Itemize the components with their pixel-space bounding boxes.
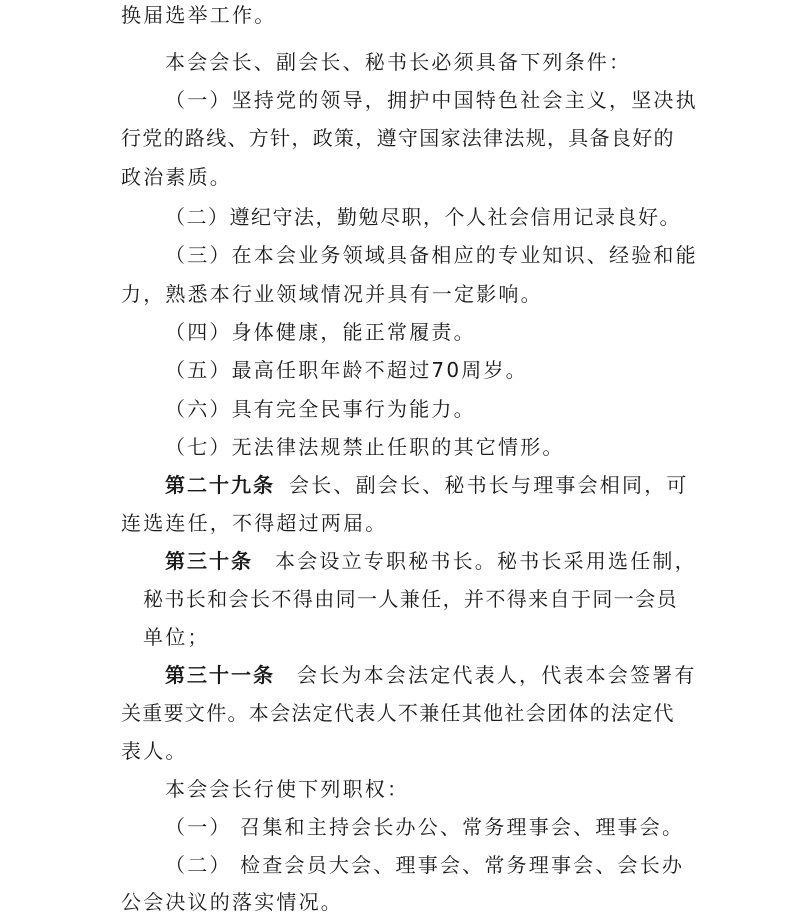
text-line: （一） 召集和主持会长办公、常务理事会、理事会。 xyxy=(165,815,685,839)
text-line: 换届选举工作。 xyxy=(121,3,277,27)
article-31-line xyxy=(165,662,697,688)
text-line: 政治素质。 xyxy=(121,165,232,189)
text-line: 力，熟悉本行业领域情况并具有一定影响。 xyxy=(121,282,543,306)
text-line: 连选连任，不得超过两届。 xyxy=(121,511,388,535)
text-line: （五）最高任职年龄不超过70周岁。 xyxy=(165,358,528,382)
article-30-text: 本会设立专职秘书长。秘书长采用选任制， xyxy=(275,549,697,573)
text-line: （一）坚持党的领导，拥护中国特色社会主义，坚决执 xyxy=(165,88,698,112)
text-line: 行党的路线、方针，政策，遵守国家法律法规，具备良好的 xyxy=(121,126,675,150)
text-line: （二） 检查会员大会、理事会、常务理事会、会长办 xyxy=(165,853,685,877)
article-30-heading: 第三十条 xyxy=(165,549,253,573)
text-line: 公会决议的落实情况。 xyxy=(121,890,343,914)
text-line: （七）无法律法规禁止任职的其它情形。 xyxy=(165,435,565,459)
text-line: 单位； xyxy=(143,625,210,649)
article-29-line xyxy=(165,472,689,498)
article-30-line xyxy=(165,548,697,574)
article-31-heading: 第三十一条 xyxy=(165,663,275,687)
text-line: （六）具有完全民事行为能力。 xyxy=(165,397,476,421)
article-31-text: 会长为本会法定代表人，代表本会签署有 xyxy=(297,663,697,687)
text-line: 本会会长行使下列职权： xyxy=(165,777,410,801)
text-line: （三）在本会业务领域具备相应的专业知识、经验和能 xyxy=(165,243,698,267)
text-line: （二）遵纪守法，勤勉尽职，个人社会信用记录良好。 xyxy=(165,205,681,229)
text-line: 关重要文件。本会法定代表人不兼任其他社会团体的法定代 xyxy=(121,701,675,725)
article-29-text: 会长、副会长、秘书长与理事会相同，可 xyxy=(289,473,689,497)
text-line: 表人。 xyxy=(121,739,188,763)
text-line: 秘书长和会长不得由同一人兼任，并不得来自于同一会员 xyxy=(143,587,678,611)
text-line: 本会会长、副会长、秘书长必须具备下列条件： xyxy=(165,50,632,74)
text-line: （四）身体健康，能正常履责。 xyxy=(165,320,476,344)
article-29-heading: 第二十九条 xyxy=(165,473,275,497)
